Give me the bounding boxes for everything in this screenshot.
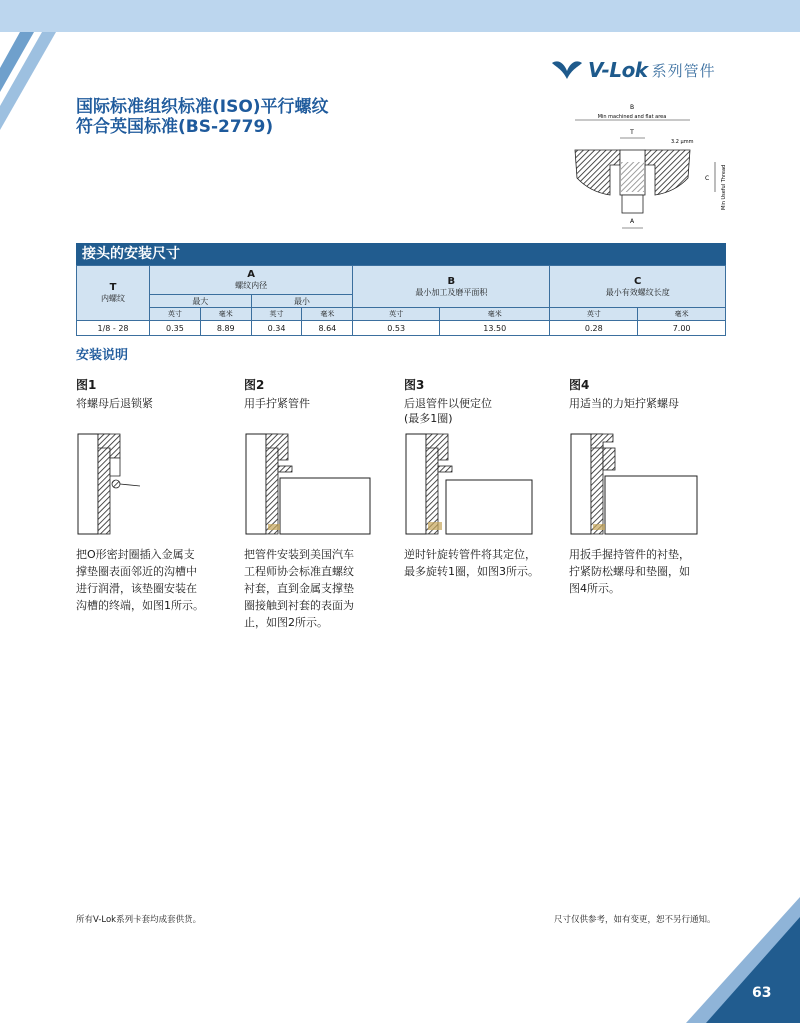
figure-4-text: 用扳手握持管件的衬垫， 拧紧防松螺母和垫圈，如 图4所示。 [569,548,690,595]
diagram-label-a: A [629,218,635,225]
thread-size-cell: 1/8 - 28 [77,321,150,336]
diagram-label-area: Min machined and flat area [597,114,667,120]
brand-logo [550,58,716,82]
value-cell: 0.53 [353,321,440,336]
title-line-1: 国际标准组织标准(ISO)平行螺纹 [76,97,329,117]
figure-3-header: 图3 后退管件以便定位 (最多1圈) [404,378,492,425]
page-corner-decoration [680,883,800,1023]
value-cell: 0.34 [251,321,302,336]
figure-1-text: 把O形密封圈插入金属支 撑垫圈表面邻近的沟槽中 进行润滑，该垫圈安装在 沟槽的终端，如图1所示。 [76,548,204,612]
col-t-header: T 内螺纹 [77,266,150,321]
value-cell: 0.28 [550,321,638,336]
unit-cell: 英寸 [353,308,440,321]
col-a-min: 最小 [251,295,353,308]
col-c-header: C 最小有效螺纹长度 [550,266,726,308]
diagram-label-b: B [629,104,635,111]
diagram-label-thread: Min Useful Thread [721,164,727,210]
page-number: 63 [752,985,772,1001]
value-cell: 0.35 [150,321,201,336]
logo-text: V-Lok [588,58,648,82]
top-band [0,0,800,32]
diagram-label-c: C [705,175,710,182]
page-title [76,97,496,137]
col-a-max: 最大 [150,295,252,308]
figure-4-drawing [563,428,703,538]
unit-cell: 毫米 [440,308,550,321]
footer-note-right: 尺寸仅供参考，如有变更，恕不另行通知。 [554,915,716,925]
logo-subtitle: 系列管件 [651,61,716,80]
figure-1-header: 图1 将螺母后退锁紧 [76,378,153,410]
col-a-header: A 螺纹内径 [150,266,353,295]
unit-cell: 英寸 [550,308,638,321]
value-cell: 8.64 [302,321,353,336]
title-line-2: 符合英国标准(BS-2779) [76,117,274,137]
unit-cell: 英寸 [150,308,201,321]
unit-cell: 毫米 [302,308,353,321]
figure-4-header: 图4 用适当的力矩拧紧螺母 [569,378,679,410]
table-row [77,321,726,336]
section-title-dimensions: 接头的安装尺寸 [76,243,726,265]
corner-stripes [0,32,70,142]
footer-note-left: 所有V-Lok系列卡套均成套供货。 [76,915,202,925]
logo-mark-icon [550,59,584,81]
diagram-label-t: T [630,129,634,136]
unit-cell: 英寸 [251,308,302,321]
figure-2-text: 把管件安装到美国汽车 工程师协会标准直螺纹 衬套，直到金属支撑垫 圈接触到衬套的表面为 止，如图2所示。 [244,548,354,629]
figure-3-text: 逆时针旋转管件将其定位， 最多旋转1圈，如图3所示。 [404,548,539,578]
col-b-header: B 最小加工及磨平面积 [353,266,550,308]
dimension-table [76,265,726,336]
value-cell: 7.00 [638,321,726,336]
figure-2-header: 图2 用手拧紧管件 [244,378,310,410]
figure-1-drawing [70,428,210,538]
value-cell: 8.89 [200,321,251,336]
value-cell: 13.50 [440,321,550,336]
diagram-label-finish: 3.2 µmm [671,139,694,145]
figure-2-drawing [238,428,378,538]
port-diagram [565,100,765,240]
figure-3-drawing [398,428,538,538]
unit-cell: 毫米 [200,308,251,321]
unit-cell: 毫米 [638,308,726,321]
install-section-title: 安装说明 [76,348,129,363]
